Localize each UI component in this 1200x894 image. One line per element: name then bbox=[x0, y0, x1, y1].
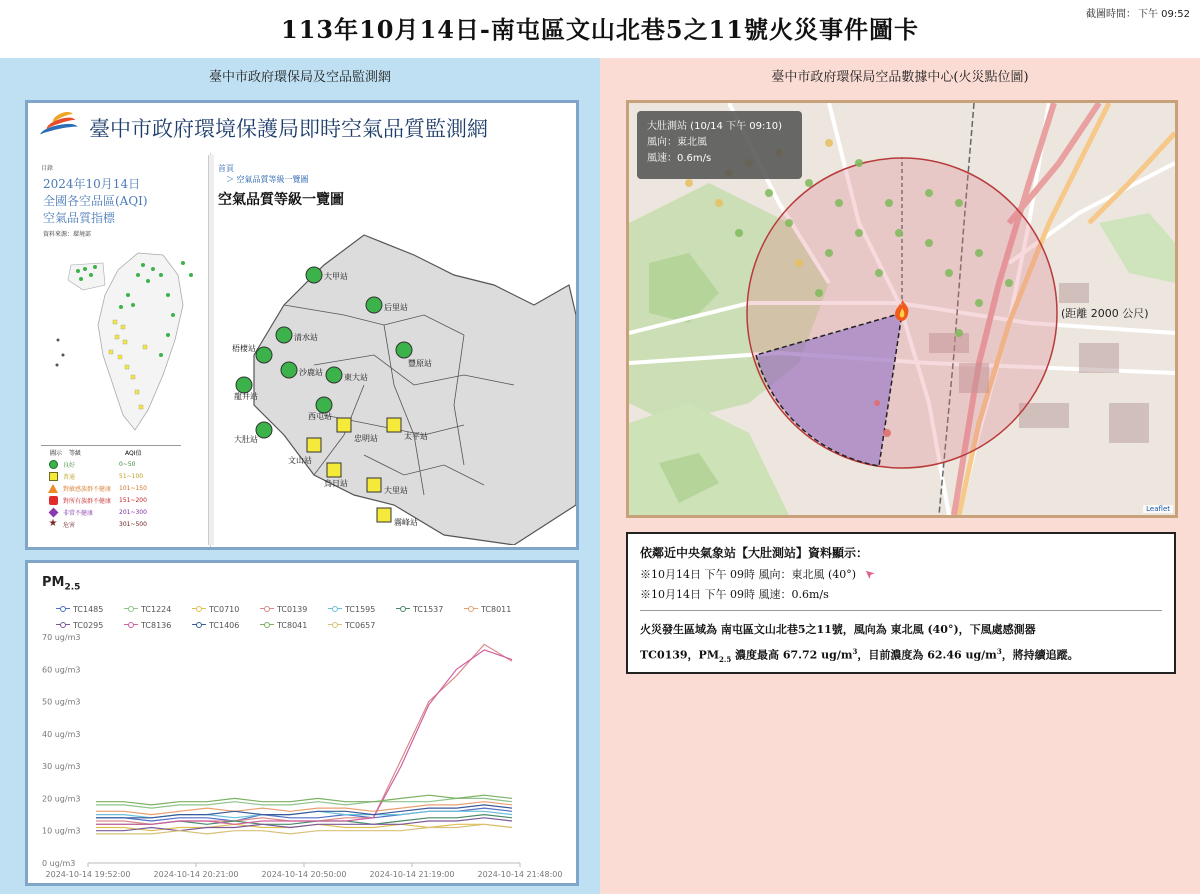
pm25-chart-title bbox=[42, 575, 80, 593]
capture-time-label: 截圖時間： bbox=[1086, 9, 1136, 20]
station-label: 文山站 bbox=[288, 456, 312, 465]
capture-time-value: 下午 09:52 bbox=[1138, 9, 1190, 20]
station-label: 豐原站 bbox=[408, 359, 432, 368]
y-tick-label: 20 ug/m3 bbox=[42, 794, 81, 804]
breadcrumb bbox=[218, 163, 576, 185]
moderate-square-icon bbox=[367, 478, 381, 492]
good-circle-icon bbox=[306, 267, 322, 283]
station-label: 大里站 bbox=[384, 486, 408, 495]
moderate-square-icon bbox=[307, 438, 321, 452]
aqi-legend-row bbox=[41, 506, 181, 518]
legend-label: TC0295 bbox=[73, 620, 104, 630]
legend-item[interactable] bbox=[464, 601, 520, 617]
yellow-square-icon bbox=[47, 471, 59, 481]
legend-label: 普通 bbox=[63, 473, 76, 481]
aqi-content bbox=[214, 153, 576, 549]
legend-item[interactable] bbox=[260, 601, 316, 617]
good-circle-icon bbox=[366, 297, 382, 313]
good-circle-icon bbox=[276, 327, 292, 343]
legend-range: 151~200 bbox=[119, 496, 147, 504]
station-label: 太平站 bbox=[404, 432, 428, 441]
station-marker[interactable] bbox=[234, 422, 272, 444]
station-label: 后里站 bbox=[384, 303, 408, 312]
weather-station-tooltip bbox=[637, 111, 802, 179]
legend-label: TC0657 bbox=[345, 620, 376, 630]
breadcrumb-current-link[interactable]: ＞ 空氣品質等級一覽圖 bbox=[226, 175, 309, 184]
x-tick-label: 2024-10-14 19:52:00 bbox=[45, 870, 131, 879]
legend-item[interactable] bbox=[192, 601, 248, 617]
aqi-legend-row bbox=[41, 458, 181, 470]
aqi-legend bbox=[41, 445, 181, 530]
legend-label: 危害 bbox=[63, 521, 76, 529]
y-tick-label: 30 ug/m3 bbox=[42, 762, 81, 772]
legend-header-icon: 圖示 bbox=[49, 449, 62, 457]
aqi-subtitle-2: 空氣品質指標 bbox=[43, 211, 116, 225]
orange-triangle-icon bbox=[47, 483, 59, 493]
good-circle-icon bbox=[256, 422, 272, 438]
station-marker[interactable] bbox=[377, 508, 418, 527]
legend-label: 對敏感族群不健康 bbox=[63, 485, 112, 493]
maroon-star-icon: ★ bbox=[48, 518, 58, 529]
aqi-date-text: 2024年10月14日 bbox=[43, 177, 141, 191]
aqi-page-heading: 空氣品質等級一覽圖 bbox=[218, 192, 344, 208]
station-marker[interactable] bbox=[308, 397, 332, 421]
legend-header-aqi: AQI值 bbox=[125, 449, 142, 457]
legend-range: 101~150 bbox=[119, 484, 147, 492]
station-marker[interactable] bbox=[326, 367, 368, 383]
aqi-site-title: 臺中市政府環境保護局即時空氣品質監測網 bbox=[89, 117, 488, 141]
aqi-website-screenshot bbox=[25, 100, 579, 550]
station-marker[interactable] bbox=[288, 438, 321, 465]
station-label: 烏日站 bbox=[324, 479, 348, 488]
info-divider bbox=[640, 610, 1162, 611]
left-panel bbox=[0, 58, 600, 894]
station-label: 沙鹿站 bbox=[299, 368, 323, 377]
distance-label: (距離 2000 公尺) bbox=[1061, 307, 1149, 320]
y-tick-label: 0 ug/m3 bbox=[42, 859, 76, 868]
station-label: 清水站 bbox=[294, 333, 318, 342]
legend-label: TC0139 bbox=[277, 604, 308, 614]
moderate-square-icon bbox=[327, 463, 341, 477]
series-line-tc1537[interactable] bbox=[96, 815, 512, 825]
station-label: 龍井站 bbox=[234, 392, 258, 401]
moderate-square-icon bbox=[377, 508, 391, 522]
good-circle-icon bbox=[281, 362, 297, 378]
legend-range: 0~50 bbox=[119, 460, 136, 468]
aqi-site-header bbox=[28, 103, 576, 153]
tooltip-station: 大肚測站 (10/14 下午 09:10) bbox=[647, 121, 782, 132]
station-label: 忠明站 bbox=[354, 434, 378, 443]
legend-marker-icon bbox=[396, 605, 410, 613]
good-circle-icon bbox=[256, 347, 272, 363]
leaflet-attribution-link[interactable]: Leaflet bbox=[1143, 505, 1173, 513]
legend-label: TC8041 bbox=[277, 620, 308, 630]
tooltip-wind-direction: 風向：東北風 bbox=[647, 137, 707, 148]
x-tick-label: 2024-10-14 21:19:00 bbox=[369, 870, 455, 879]
pm25-title-sub: 2.5 bbox=[64, 582, 81, 593]
info-wind-direction-text: ※10月14日 下午 09時 風向：東北風 (40°) bbox=[640, 568, 857, 581]
y-tick-label: 40 ug/m3 bbox=[42, 729, 81, 739]
aqi-source: 資料來源：環境部 bbox=[43, 231, 92, 238]
legend-label: TC1406 bbox=[209, 620, 240, 630]
fire-location-map[interactable] bbox=[626, 100, 1178, 518]
station-markers bbox=[214, 205, 576, 545]
station-label: 大肚站 bbox=[234, 435, 258, 444]
legend-marker-icon bbox=[260, 605, 274, 613]
legend-item[interactable] bbox=[124, 601, 180, 617]
aqi-legend-row bbox=[41, 518, 181, 530]
station-marker[interactable] bbox=[366, 297, 408, 313]
good-circle-icon bbox=[236, 377, 252, 393]
y-tick-label: 10 ug/m3 bbox=[42, 826, 81, 836]
taiwan-aqi-map bbox=[43, 245, 203, 435]
moderate-square-icon bbox=[387, 418, 401, 432]
station-label: 霧峰站 bbox=[394, 518, 418, 527]
aqi-subtitle-1: 全國各空品區(AQI) bbox=[43, 194, 148, 208]
left-panel-title: 臺中市政府環保局及空品監測網 bbox=[208, 70, 391, 85]
fire-info-box bbox=[626, 532, 1176, 674]
good-circle-icon bbox=[396, 342, 412, 358]
green-circle-icon bbox=[47, 459, 59, 469]
aqi-legend-row bbox=[41, 470, 181, 482]
legend-range: 201~300 bbox=[119, 508, 147, 516]
moderate-square-icon bbox=[337, 418, 351, 432]
legend-marker-icon bbox=[124, 605, 138, 613]
right-panel bbox=[600, 58, 1200, 894]
legend-marker-icon bbox=[192, 605, 206, 613]
epb-logo-icon bbox=[38, 113, 83, 143]
legend-marker-icon bbox=[328, 605, 342, 613]
aqi-sidebar bbox=[33, 153, 211, 549]
legend-item[interactable] bbox=[56, 601, 112, 617]
station-marker[interactable] bbox=[276, 327, 318, 343]
info-summary bbox=[640, 619, 1162, 671]
station-marker[interactable] bbox=[232, 343, 272, 363]
station-label: 大甲站 bbox=[324, 272, 348, 281]
legend-header-level: 等級 bbox=[69, 449, 82, 457]
pm25-title-main: PM bbox=[42, 575, 65, 590]
aqi-legend-row bbox=[41, 494, 181, 506]
sidebar-menu-label[interactable]: 目錄 bbox=[41, 165, 54, 172]
station-label: 梧棲站 bbox=[232, 344, 256, 353]
station-marker[interactable] bbox=[337, 418, 378, 443]
legend-item[interactable] bbox=[328, 601, 384, 617]
good-circle-icon bbox=[326, 367, 342, 383]
capture-time bbox=[1084, 5, 1190, 20]
station-marker[interactable] bbox=[324, 463, 348, 488]
legend-marker-icon bbox=[464, 605, 478, 613]
aqi-legend-header bbox=[41, 446, 181, 458]
legend-label: TC1537 bbox=[413, 604, 444, 614]
y-tick-label: 70 ug/m3 bbox=[42, 633, 81, 642]
y-tick-label: 60 ug/m3 bbox=[42, 665, 81, 675]
legend-label: TC8136 bbox=[141, 620, 172, 630]
aqi-date bbox=[43, 176, 210, 227]
info-heading: 依鄰近中央氣象站【大肚測站】資料顯示： bbox=[640, 546, 869, 560]
station-marker[interactable] bbox=[281, 362, 323, 378]
station-marker[interactable] bbox=[367, 478, 408, 495]
info-wind-speed: ※10月14日 下午 09時 風速：0.6m/s bbox=[640, 588, 829, 601]
station-label: 西屯站 bbox=[308, 412, 332, 421]
right-panel-title: 臺中市政府環保局空品數據中心(火災點位圖) bbox=[771, 70, 1029, 85]
legend-range: 301~500 bbox=[119, 520, 147, 528]
tooltip-wind-speed: 風速：0.6m/s bbox=[647, 153, 712, 164]
station-label: 東大站 bbox=[344, 373, 368, 382]
legend-item[interactable] bbox=[396, 601, 452, 617]
info-summary-line2: TC0139，$PM_{2.5}$ 濃度最高 67.72 $ug/m^3$，目前濃度為 62.46 $ug/m^3$，將持續追蹤。 bbox=[640, 647, 1079, 664]
x-tick-label: 2024-10-14 20:21:00 bbox=[153, 870, 239, 879]
info-summary-line1: 火災發生區域為 南屯區文山北巷5之11號，風向為 東北風 (40°)，下風處感測器 bbox=[640, 623, 1036, 636]
page-title: 113年10月14日-南屯區文山北巷5之11號火災事件圖卡 bbox=[281, 15, 919, 44]
y-tick-label: 50 ug/m3 bbox=[42, 697, 81, 707]
x-tick-label: 2024-10-14 20:50:00 bbox=[261, 870, 347, 879]
info-wind-direction bbox=[640, 566, 1162, 582]
pm25-chart-panel bbox=[25, 560, 579, 886]
x-tick-label: 2024-10-14 21:48:00 bbox=[477, 870, 563, 879]
legend-range: 51~100 bbox=[119, 472, 144, 480]
legend-label: TC1595 bbox=[345, 604, 376, 614]
legend-label: TC8011 bbox=[481, 604, 512, 614]
station-marker[interactable] bbox=[387, 418, 428, 441]
legend-label: TC1485 bbox=[73, 604, 104, 614]
legend-label: TC1224 bbox=[141, 604, 172, 614]
wind-arrow-icon: ➤ bbox=[860, 565, 878, 583]
legend-marker-icon bbox=[56, 605, 70, 613]
station-marker[interactable] bbox=[306, 267, 348, 283]
pm25-line-chart bbox=[28, 620, 576, 885]
aqi-legend-row bbox=[41, 482, 181, 494]
station-marker[interactable] bbox=[234, 377, 258, 401]
good-circle-icon bbox=[316, 397, 332, 413]
station-marker[interactable] bbox=[396, 342, 432, 368]
legend-label: TC0710 bbox=[209, 604, 240, 614]
legend-label: 良好 bbox=[63, 461, 76, 469]
legend-label: 對所有族群不健康 bbox=[63, 497, 112, 505]
legend-label: 非常不健康 bbox=[63, 509, 94, 517]
red-hexagon-icon bbox=[47, 495, 59, 505]
breadcrumb-home-link[interactable]: 首頁 bbox=[218, 164, 234, 173]
purple-diamond-icon bbox=[47, 507, 59, 517]
